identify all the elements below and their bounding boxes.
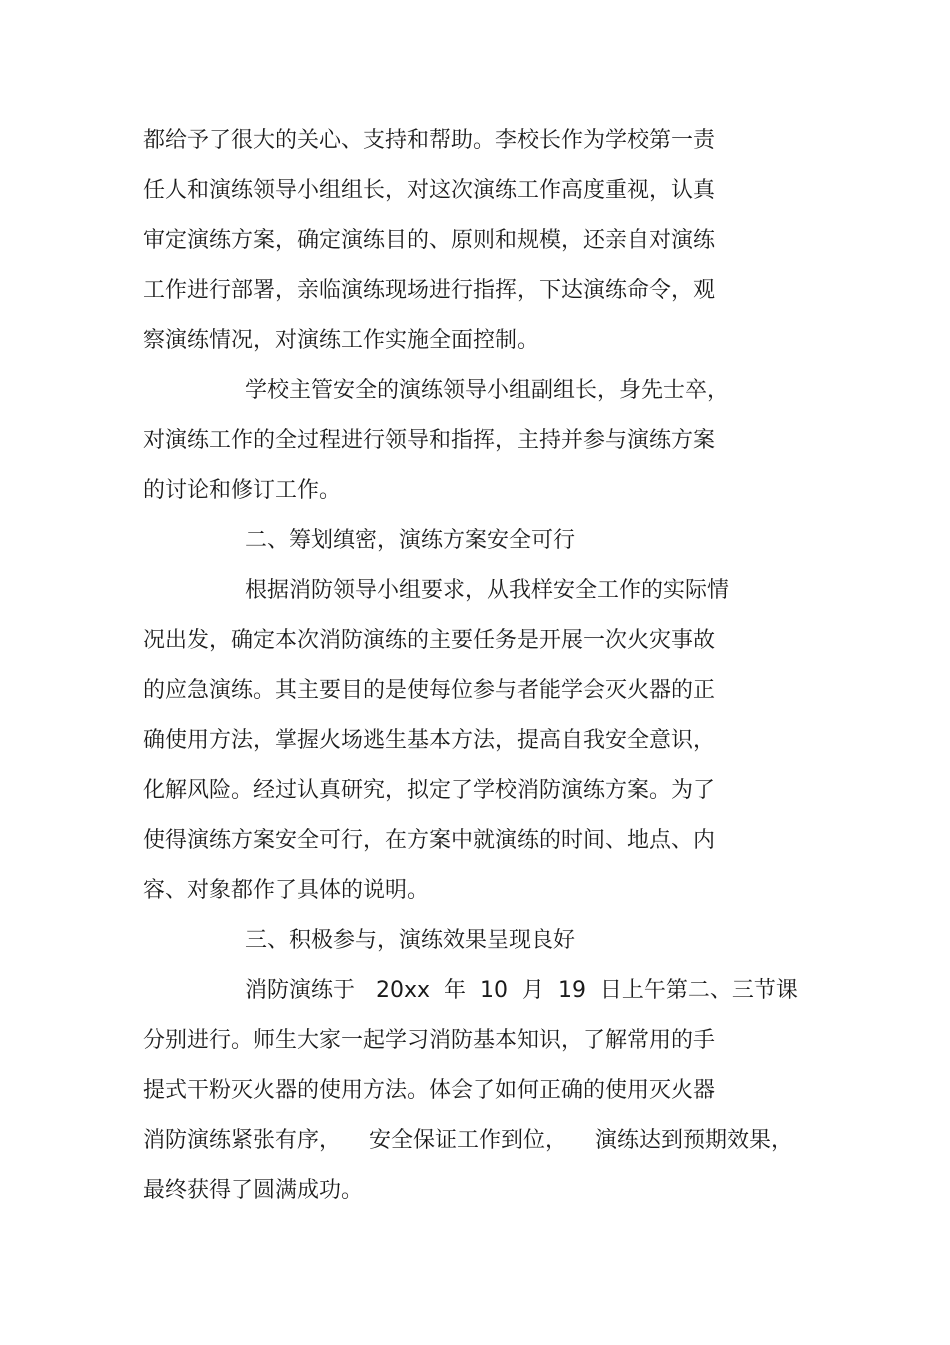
text-line: 工作进行部署，亲临演练现场进行指挥，下达演练命令，观	[143, 278, 716, 303]
text-line: 的讨论和修订工作。	[143, 478, 342, 503]
text-line: 分别进行。师生大家一起学习消防基本知识，了解常用的手	[143, 1028, 716, 1053]
text-line: 最终获得了圆满成功。	[143, 1178, 364, 1203]
paragraph-first-line: 根据消防领导小组要求，从我样安全工作的实际情	[245, 578, 730, 603]
paragraph-first-line: 消防演练于 20xx 年 10 月 19 日上午第二、三节课	[245, 978, 798, 1003]
text-line: 任人和演练领导小组组长，对这次演练工作高度重视，认真	[143, 178, 716, 203]
text-line: 审定演练方案，确定演练目的、原则和规模，还亲自对演练	[143, 228, 716, 253]
text-line: 对演练工作的全过程进行领导和指挥，主持并参与演练方案	[143, 428, 716, 453]
text-line: 使得演练方案安全可行，在方案中就演练的时间、地点、内	[143, 828, 716, 853]
text-line: 化解风险。经过认真研究，拟定了学校消防演练方案。为了	[143, 778, 716, 803]
text-line: 察演练情况，对演练工作实施全面控制。	[143, 328, 540, 353]
text-line: 的应急演练。其主要目的是使每位参与者能学会灭火器的正	[143, 678, 716, 703]
section-heading: 三、积极参与，演练效果呈现良好	[245, 928, 576, 953]
text-line: 消防演练紧张有序， 安全保证工作到位， 演练达到预期效果，	[143, 1128, 793, 1153]
paragraph-first-line: 学校主管安全的演练领导小组副组长，身先士卒，	[245, 378, 730, 403]
text-line: 提式干粉灭火器的使用方法。体会了如何正确的使用灭火器	[143, 1078, 716, 1103]
text-line: 确使用方法，掌握火场逃生基本方法，提高自我安全意识，	[143, 728, 716, 753]
text-line: 容、对象都作了具体的说明。	[143, 878, 430, 903]
text-line: 况出发，确定本次消防演练的主要任务是开展一次火灾事故	[143, 628, 716, 653]
section-heading: 二、筹划缜密，演练方案安全可行	[245, 528, 576, 553]
text-line: 都给予了很大的关心、支持和帮助。李校长作为学校第一责	[143, 128, 716, 153]
